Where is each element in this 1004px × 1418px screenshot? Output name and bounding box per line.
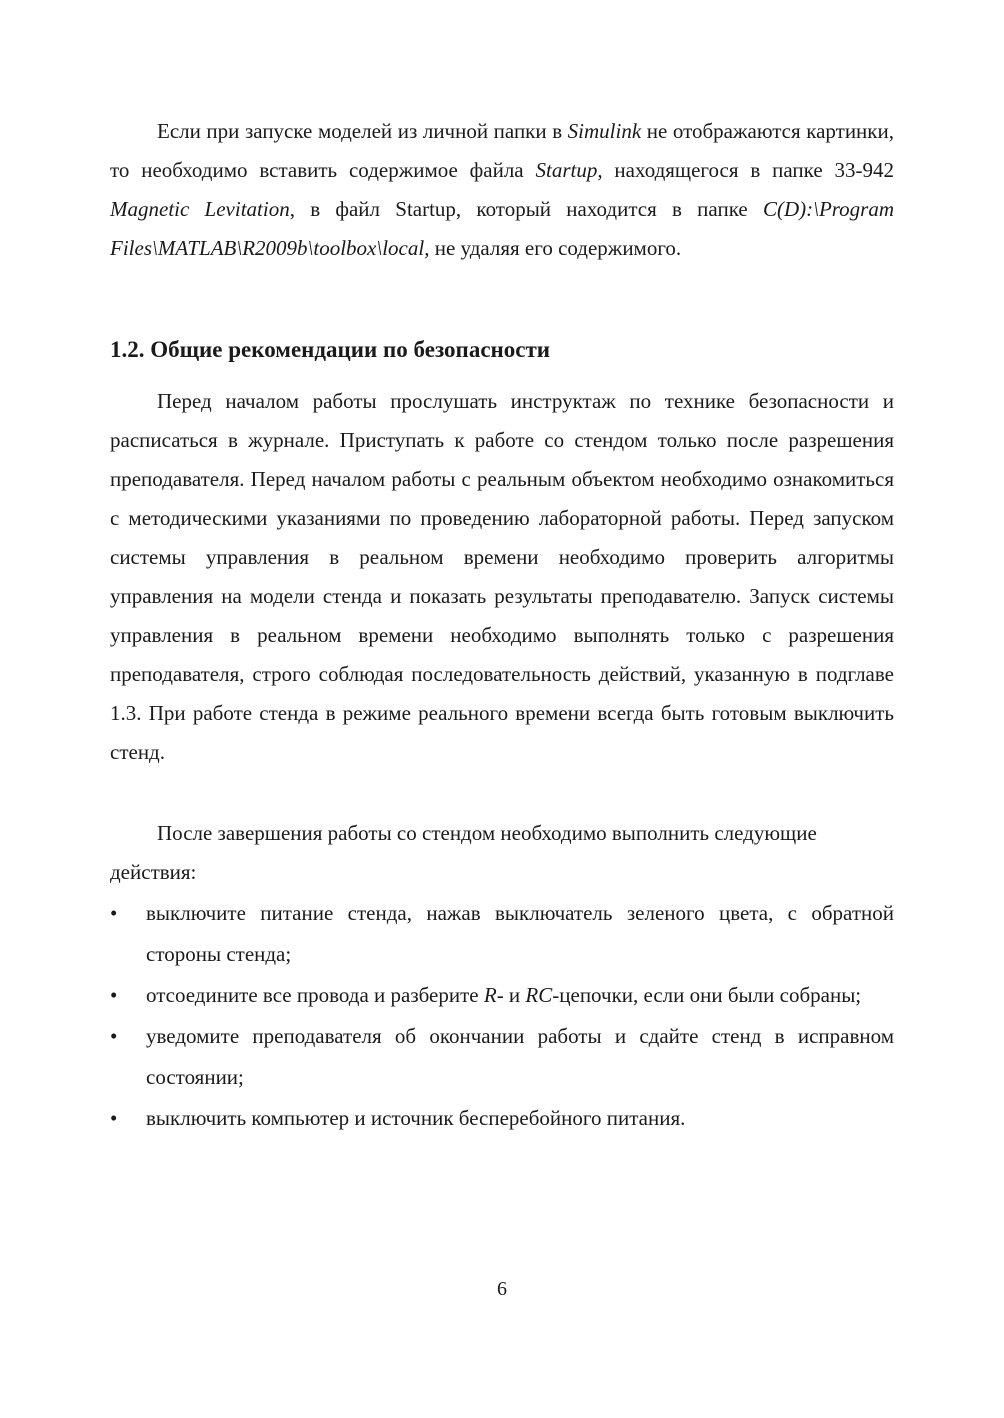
list-item-text: уведомите преподавателя об окончании работы и сдайте стенд в исправном состоянии;: [146, 1024, 894, 1089]
list-item: [110, 1016, 894, 1098]
bullet-icon: •: [110, 983, 118, 1007]
list-item: [110, 893, 894, 975]
intro-text-1: Если при запуске моделей из личной папки в: [157, 119, 568, 143]
bullet-icon: •: [110, 1024, 118, 1048]
intro-text-5: , не удаляя его содержимого.: [424, 236, 682, 260]
intro-paragraph: [110, 112, 894, 268]
list-item: [110, 975, 894, 1016]
magnetic-levitation-term: Magnetic Levitation: [110, 197, 290, 221]
r-term: R: [483, 983, 497, 1007]
safety-paragraph: Перед началом работы прослушать инструктаж по технике безопасности и расписаться в журнале. Приступать к работе со стендом только после разрешения преподавателя. Перед началом работы с реальным объектом необходимо ознакомиться с методическими указаниями по проведению лабораторной работы. Перед запуском системы управления в реальном времени необходимо проверить алгоритмы управления на модели стенда и показать результаты преподавателю. Запуск системы управления в реальном времени необходимо выполнять только с разрешения преподавателя, строго соблюдая последовательность действий, указанную в подглаве 1.3. При работе стенда в режиме реального времени всегда быть готовым выключить стенд.: [110, 389, 894, 764]
list-item: [110, 1098, 894, 1139]
section-heading: 1.2. Общие рекомендации по безопасности: [110, 337, 551, 362]
list-item-text-b: - и: [496, 983, 526, 1007]
list-item-text-a: отсоедините все провода и разберите: [146, 983, 484, 1007]
startup-file-term: Startup: [535, 158, 598, 182]
after-work-intro: [110, 814, 894, 892]
bullet-icon: •: [110, 1106, 118, 1130]
intro-text-3: , находящегося в папке 33-942: [597, 158, 894, 182]
list-item-text-c: -цепочки, если они были собраны;: [552, 983, 862, 1007]
simulink-term: Simulink: [567, 119, 642, 143]
after-work-list: [110, 893, 894, 1139]
bullet-icon: •: [110, 901, 118, 925]
matlab-path: C(D):\Program Files\MATLAB\R2009b\toolbox\local: [110, 197, 894, 260]
list-item-text: выключить компьютер и источник бесперебойного питания.: [146, 1106, 686, 1130]
page-number: 6: [497, 1278, 507, 1300]
after-work-line-2: действия:: [110, 860, 197, 884]
intro-text-2: не отображаются картинки, то необходимо вставить содержимое файла: [110, 119, 894, 182]
rc-term: RC: [525, 983, 553, 1007]
after-work-line-1: После завершения работы со стендом необходимо выполнить следующие: [157, 821, 817, 845]
intro-text-4: , в файл Startup, который находится в папке: [289, 197, 763, 221]
list-item-text: выключите питание стенда, нажав выключатель зеленого цвета, с обратной стороны стенда;: [146, 901, 894, 966]
